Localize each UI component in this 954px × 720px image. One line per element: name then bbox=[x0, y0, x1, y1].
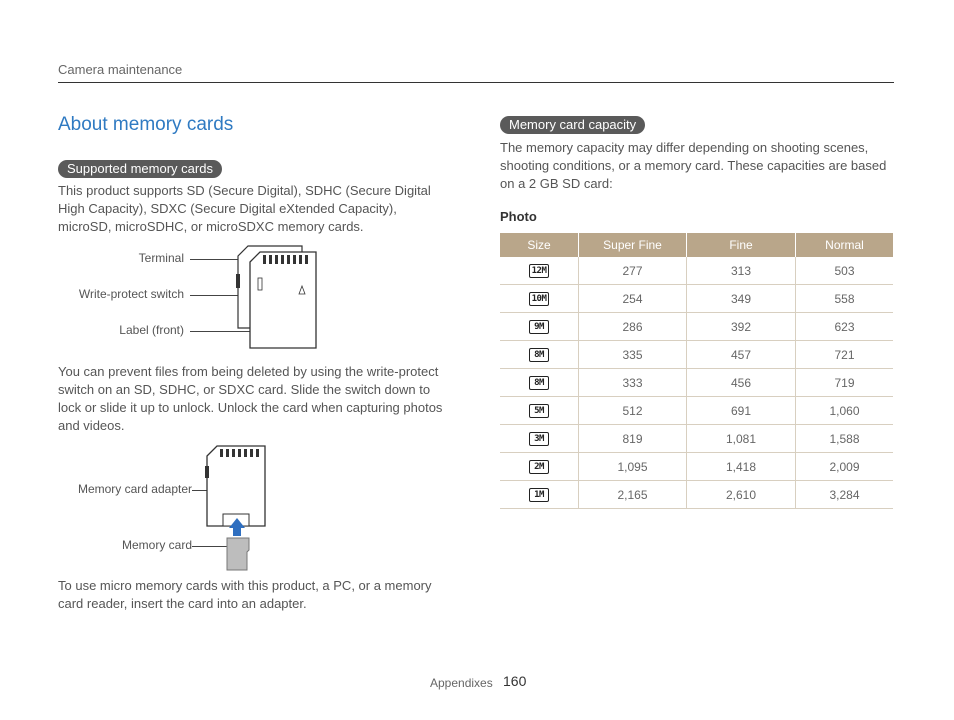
size-12m-icon: 12M bbox=[529, 264, 550, 278]
fine-cell: 349 bbox=[687, 285, 796, 313]
fine-cell: 456 bbox=[687, 369, 796, 397]
table-header-row bbox=[500, 233, 893, 257]
normal-cell: 719 bbox=[796, 369, 894, 397]
size-cell bbox=[500, 481, 579, 509]
normal-cell: 3,284 bbox=[796, 481, 894, 509]
fine-cell: 1,418 bbox=[687, 453, 796, 481]
normal-cell: 1,588 bbox=[796, 425, 894, 453]
table-row bbox=[500, 285, 893, 313]
col-size: Size bbox=[500, 233, 579, 257]
capacity-intro: The memory capacity may differ depending on shooting scenes, shooting conditions, or a memory card. These capacities are based on a 2 GB SD card: bbox=[500, 140, 887, 191]
size-9m-icon: 9M bbox=[529, 320, 549, 334]
size-8m-icon: 8M bbox=[529, 376, 549, 390]
super-fine-cell: 2,165 bbox=[579, 481, 687, 509]
write-protect-label: Write-protect switch bbox=[78, 287, 184, 301]
table-row bbox=[500, 313, 893, 341]
col-fine: Fine bbox=[687, 233, 796, 257]
size-3m-icon: 3M bbox=[529, 432, 549, 446]
size-cell bbox=[500, 285, 579, 313]
table-row bbox=[500, 425, 893, 453]
terminal-label: Terminal bbox=[138, 251, 184, 265]
sd-card-illustration bbox=[236, 244, 320, 350]
footer-section: Appendixes bbox=[430, 676, 493, 690]
sd-card-front bbox=[250, 252, 316, 348]
table-row bbox=[500, 397, 893, 425]
label-front-label: Label (front) bbox=[119, 323, 184, 337]
table-row bbox=[500, 453, 893, 481]
normal-cell: 558 bbox=[796, 285, 894, 313]
page-number: 160 bbox=[503, 673, 527, 689]
col-normal: Normal bbox=[796, 233, 894, 257]
normal-cell: 503 bbox=[796, 257, 894, 285]
running-header: Camera maintenance bbox=[58, 62, 183, 77]
super-fine-cell: 333 bbox=[579, 369, 687, 397]
normal-cell: 721 bbox=[796, 341, 894, 369]
size-cell bbox=[500, 341, 579, 369]
super-fine-cell: 512 bbox=[579, 397, 687, 425]
size-2m-icon: 2M bbox=[529, 460, 549, 474]
supported-cards-intro: This product supports SD (Secure Digital), SDHC (Secure Digital High Capacity), SDXC (Secure Digital eXtended Capacity), microSD, microSDHC, or microSDXC memory cards. bbox=[58, 183, 431, 234]
size-cell bbox=[500, 369, 579, 397]
table-row bbox=[500, 369, 893, 397]
adapter-switch bbox=[205, 466, 209, 478]
fine-cell: 691 bbox=[687, 397, 796, 425]
normal-cell: 1,060 bbox=[796, 397, 894, 425]
supported-cards-heading: Supported memory cards bbox=[58, 160, 222, 178]
size-5m-icon: 5M bbox=[529, 404, 549, 418]
super-fine-cell: 254 bbox=[579, 285, 687, 313]
memory-card-label: Memory card bbox=[121, 538, 192, 552]
size-cell bbox=[500, 397, 579, 425]
fine-cell: 1,081 bbox=[687, 425, 796, 453]
capacity-table bbox=[500, 233, 893, 509]
fine-cell: 2,610 bbox=[687, 481, 796, 509]
header-divider bbox=[58, 82, 894, 83]
photo-label: Photo bbox=[500, 209, 537, 224]
write-protect-text: You can prevent files from being deleted by using the write-protect switch on an SD, SDHC, or SDXC card. Slide the switch down to lock or slide it up to unlock. Unlock the card when capturing photos and videos. bbox=[58, 364, 443, 433]
size-cell bbox=[500, 257, 579, 285]
size-cell bbox=[500, 425, 579, 453]
page-title: About memory cards bbox=[58, 114, 234, 135]
fine-cell: 457 bbox=[687, 341, 796, 369]
adapter-illustration bbox=[203, 444, 271, 574]
super-fine-cell: 277 bbox=[579, 257, 687, 285]
table-row bbox=[500, 257, 893, 285]
capacity-heading: Memory card capacity bbox=[500, 116, 645, 134]
normal-cell: 2,009 bbox=[796, 453, 894, 481]
table-row bbox=[500, 341, 893, 369]
col-super-fine: Super Fine bbox=[579, 233, 687, 257]
super-fine-cell: 1,095 bbox=[579, 453, 687, 481]
microsd-card bbox=[227, 538, 249, 570]
size-cell bbox=[500, 313, 579, 341]
super-fine-cell: 335 bbox=[579, 341, 687, 369]
normal-cell: 623 bbox=[796, 313, 894, 341]
write-protect-tab bbox=[236, 274, 240, 288]
super-fine-cell: 286 bbox=[579, 313, 687, 341]
adapter-label: Memory card adapter bbox=[77, 482, 192, 496]
size-1m-icon: 1M bbox=[529, 488, 549, 502]
size-10m-wide-icon: 10M bbox=[529, 292, 550, 306]
write-protect-slot bbox=[258, 278, 262, 290]
table-row bbox=[500, 481, 893, 509]
micro-card-text: To use micro memory cards with this product, a PC, or a memory card reader, insert the card into an adapter. bbox=[58, 578, 432, 611]
size-cell bbox=[500, 453, 579, 481]
fine-cell: 392 bbox=[687, 313, 796, 341]
fine-cell: 313 bbox=[687, 257, 796, 285]
super-fine-cell: 819 bbox=[579, 425, 687, 453]
size-8m-wide-icon: 8M bbox=[529, 348, 549, 362]
